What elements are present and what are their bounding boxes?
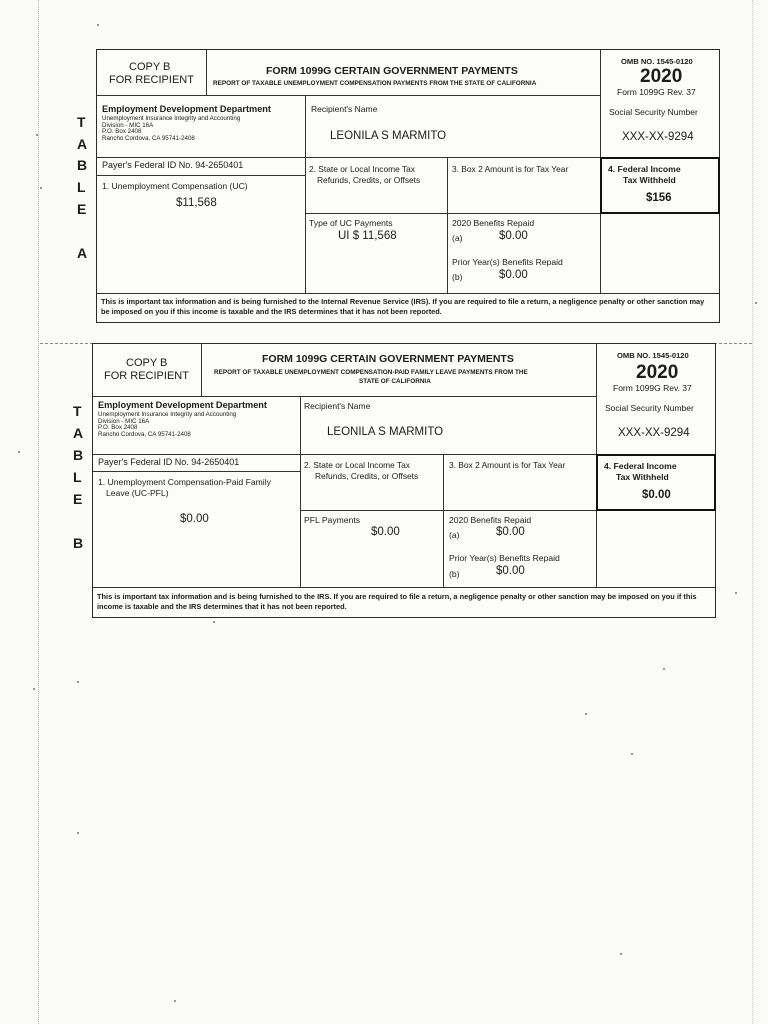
side-letter: B [77, 157, 88, 173]
side-letter: A [77, 136, 88, 152]
box4-label-cont: Tax Withheld [623, 175, 676, 185]
uc-type-label: Type of UC Payments [309, 218, 393, 228]
recipient-name: LEONILA S MARMITO [327, 426, 444, 438]
payer-address-line: P.O. Box 2408 [98, 424, 138, 432]
pfl-payments-label: PFL Payments [304, 515, 361, 525]
copy-label: COPY B [129, 61, 171, 73]
box1-value: $11,568 [176, 197, 217, 209]
side-letter: T [73, 403, 82, 419]
recipient-label: Recipient's Name [304, 401, 371, 411]
payer-federal-id: Payer's Federal ID No. 94-2650401 [102, 160, 244, 170]
box2-label: 2. State or Local Income Tax [304, 460, 410, 470]
box4-label: 4. Federal Income [604, 461, 677, 471]
benefits-repaid-label: 2020 Benefits Repaid [449, 515, 532, 525]
prior-repaid-value: $0.00 [496, 565, 525, 577]
form-revision: Form 1099G Rev. 37 [613, 383, 692, 393]
box1-label: 1. Unemployment Compensation (UC) [102, 181, 248, 191]
benefits-repaid-a: (a) [452, 233, 463, 243]
payer-address-line: P.O. Box 2408 [102, 128, 142, 136]
payer-address [98, 412, 236, 438]
box4-value: $0.00 [642, 489, 671, 501]
prior-repaid-value: $0.00 [499, 269, 528, 281]
tax-year: 2020 [636, 362, 679, 383]
omb-number: OMB NO. 1545-0120 [617, 351, 689, 360]
recipient-copy-label: FOR RECIPIENT [104, 370, 189, 382]
form-1099g-table-b [92, 343, 716, 618]
side-letter: A [77, 245, 88, 261]
form-1099g-table-a [96, 49, 720, 323]
irs-notice: This is important tax information and is being furnished to the Internal Revenue Service (IRS). If you are required to file a return, a negligence penalty or other sanction may be imposed on you if this income is taxable and the IRS determines that it has not been reported. [101, 297, 705, 316]
box4-federal-withheld [600, 157, 720, 214]
recipient-name: LEONILA S MARMITO [330, 130, 447, 142]
box1-value: $0.00 [180, 513, 209, 525]
payer-address [102, 116, 240, 142]
benefits-repaid-a: (a) [449, 530, 460, 540]
form-subtitle: REPORT OF TAXABLE UNEMPLOYMENT COMPENSATION-PAID FAMILY LEAVE PAYMENTS FROM THE [214, 369, 528, 376]
box1-label: 1. Unemployment Compensation-Paid Family [98, 477, 271, 487]
box2-label-cont: Refunds, Credits, or Offsets [315, 471, 419, 481]
payer-address-line: Rancho Cordova, CA 95741-2408 [102, 134, 195, 142]
side-letter: E [73, 491, 83, 507]
ssn-value: XXX-XX-9294 [618, 427, 690, 439]
payer-address-line: Unemployment Insurance Integrity and Accounting [102, 115, 241, 122]
payer-address-line: Division - MIC 16A [102, 121, 154, 129]
recipient-label: Recipient's Name [311, 104, 378, 114]
ssn-label: Social Security Number [609, 107, 698, 117]
box3-label: 3. Box 2 Amount is for Tax Year [452, 164, 569, 174]
irs-notice: This is important tax information and is being furnished to the IRS. If you are required to file a return, a negligence penalty or other sanction may be imposed on you if this income is taxable and the IRS determines that it has not been reported. [97, 592, 697, 611]
payer-address-line: Rancho Cordova, CA 95741-2408 [98, 430, 191, 438]
copy-label: COPY B [126, 357, 168, 369]
prior-repaid-label: Prior Year(s) Benefits Repaid [452, 257, 563, 267]
tax-year: 2020 [640, 66, 683, 87]
uc-type-value: UI $ 11,568 [338, 230, 397, 242]
pfl-payments-value: $0.00 [371, 526, 400, 538]
ssn-value: XXX-XX-9294 [622, 131, 694, 143]
side-letter: L [77, 179, 86, 195]
payer-federal-id: Payer's Federal ID No. 94-2650401 [98, 457, 240, 467]
box2-label-cont: Refunds, Credits, or Offsets [317, 175, 421, 185]
payer-address-line: Unemployment Insurance Integrity and Accounting [98, 411, 237, 418]
payer-address-line: Division - MIC 16A [98, 417, 150, 425]
payer-name: Employment Development Department [102, 104, 271, 114]
box4-value: $156 [646, 192, 672, 204]
box4-label: 4. Federal Income [608, 164, 681, 174]
benefits-repaid-value: $0.00 [499, 230, 528, 242]
box3-label: 3. Box 2 Amount is for Tax Year [449, 460, 566, 470]
box1-label-cont: Leave (UC-PFL) [106, 488, 169, 498]
benefits-repaid-label: 2020 Benefits Repaid [452, 218, 535, 228]
recipient-copy-label: FOR RECIPIENT [109, 74, 194, 86]
prior-repaid-b: (b) [449, 569, 460, 579]
scan-edge-right [752, 0, 753, 1024]
side-letter: E [77, 201, 87, 217]
scan-edge-left [38, 0, 39, 1024]
ssn-label: Social Security Number [605, 403, 694, 413]
side-letter: B [73, 447, 84, 463]
prior-repaid-b: (b) [452, 272, 463, 282]
form-title: FORM 1099G CERTAIN GOVERNMENT PAYMENTS [262, 353, 514, 365]
payer-name: Employment Development Department [98, 400, 267, 410]
side-letter: B [73, 535, 84, 551]
side-letter: T [77, 114, 86, 130]
form-subtitle-cont: STATE OF CALIFORNIA [359, 378, 431, 385]
box4-federal-withheld [596, 454, 716, 511]
prior-repaid-label: Prior Year(s) Benefits Repaid [449, 553, 560, 563]
box4-label-cont: Tax Withheld [616, 472, 669, 482]
side-letter: L [73, 469, 82, 485]
benefits-repaid-value: $0.00 [496, 526, 525, 538]
form-title: FORM 1099G CERTAIN GOVERNMENT PAYMENTS [266, 65, 518, 77]
omb-number: OMB NO. 1545-0120 [621, 57, 693, 66]
form-subtitle: REPORT OF TAXABLE UNEMPLOYMENT COMPENSATION PAYMENTS FROM THE STATE OF CALIFORNIA [213, 80, 537, 87]
form-revision: Form 1099G Rev. 37 [617, 87, 696, 97]
side-letter: A [73, 425, 84, 441]
box2-label: 2. State or Local Income Tax [309, 164, 415, 174]
